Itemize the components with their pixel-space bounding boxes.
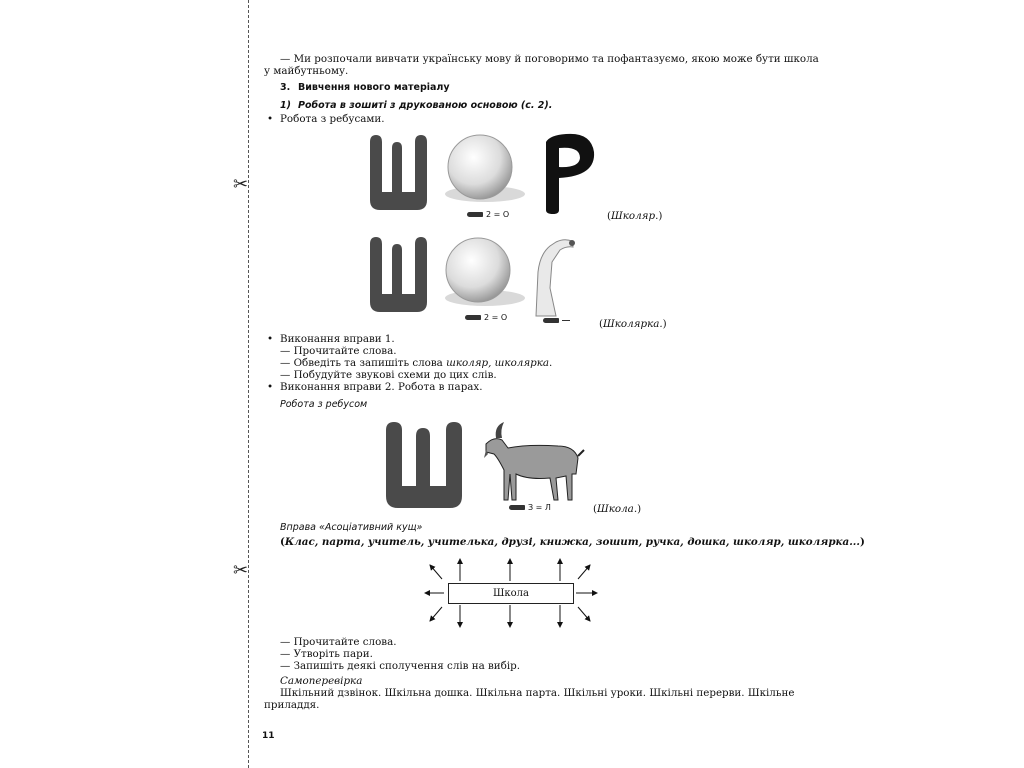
rebus-3-caption: Робота з ребусом bbox=[280, 399, 368, 410]
pointing-hand-icon bbox=[467, 212, 483, 217]
scissors-icon: ✂ bbox=[233, 560, 249, 581]
cut-line bbox=[248, 0, 249, 768]
intro-line-1: — Ми розпочали вивчати українську мову й поговоримо та пофантазуємо, якою може бути школа bbox=[280, 53, 819, 65]
exercise-1-item: — Побудуйте звукові схеми до цих слів. bbox=[280, 369, 497, 381]
bullet-rebus: Робота з ребусами. bbox=[280, 113, 385, 125]
pointing-hand-icon bbox=[543, 318, 559, 323]
pointing-hand-icon bbox=[509, 505, 525, 510]
subsection-1-number: 1) bbox=[280, 100, 291, 111]
bullet-marker: • bbox=[267, 381, 274, 393]
cluster-words: (Клас, парта, учитель, учителька, друзі, книжка, зошит, ручка, дошка, школяр, школярка...) bbox=[280, 536, 865, 548]
pointing-hand-icon bbox=[465, 315, 481, 320]
ball-icon bbox=[446, 238, 510, 302]
subsection-1-title: Робота в зошиті з друкованою основою (с. 2). bbox=[298, 100, 553, 111]
intro-line-2: у майбутньому. bbox=[264, 65, 349, 77]
ball-icon bbox=[448, 135, 512, 199]
rebus-2-hint: 2 = О bbox=[465, 313, 507, 322]
section-3-number: 3. bbox=[280, 82, 291, 93]
scissors-icon: ✂ bbox=[233, 174, 249, 195]
task-item: — Утворіть пари. bbox=[280, 648, 373, 660]
exercise-1-bullet: Виконання вправи 1. bbox=[280, 333, 395, 345]
plasticine-letter-sh bbox=[386, 422, 462, 508]
bullet-marker: • bbox=[267, 113, 274, 125]
plasticine-letter-sh bbox=[370, 135, 427, 210]
section-3-title: Вивчення нового матеріалу bbox=[298, 82, 450, 93]
bullet-marker: • bbox=[267, 333, 274, 345]
rebus-3-answer: (Школа.) bbox=[593, 503, 642, 515]
selfcheck-line-1: Шкільний дзвінок. Шкільна дошка. Шкільна парта. Шкільні уроки. Шкільні перерви. Шкільне bbox=[280, 687, 795, 699]
exercise-1-item: — Обведіть та запишіть слова школяр, школярка. bbox=[280, 357, 553, 369]
rebus-2-image bbox=[360, 232, 605, 317]
rebus-3-image bbox=[378, 414, 588, 512]
cluster-caption: Вправа «Асоціативний кущ» bbox=[280, 522, 423, 533]
rebus-2-answer: (Школярка.) bbox=[599, 318, 667, 330]
exercise-1-item: — Прочитайте слова. bbox=[280, 345, 397, 357]
page-number: 11 bbox=[262, 731, 275, 741]
rebus-1-hint: 2 = О bbox=[467, 210, 509, 219]
cluster-center-box: Школа bbox=[448, 583, 574, 604]
plasticine-letter-r bbox=[546, 134, 594, 214]
rebus-1-answer: (Школяр.) bbox=[607, 210, 663, 222]
goat-icon bbox=[484, 422, 584, 500]
rebus-2-hand-hint bbox=[543, 316, 570, 325]
hand-icon bbox=[536, 240, 573, 316]
task-item: — Прочитайте слова. bbox=[280, 636, 397, 648]
selfcheck-line-2: приладдя. bbox=[264, 699, 320, 711]
rebus-1-image bbox=[360, 130, 605, 215]
selfcheck-title: Самоперевірка bbox=[280, 675, 363, 687]
rebus-3-hint: З = Л bbox=[509, 503, 551, 512]
plasticine-letter-sh bbox=[370, 237, 427, 312]
task-item: — Запишіть деякі сполучення слів на вибір. bbox=[280, 660, 521, 672]
exercise-2-bullet: Виконання вправи 2. Робота в парах. bbox=[280, 381, 483, 393]
